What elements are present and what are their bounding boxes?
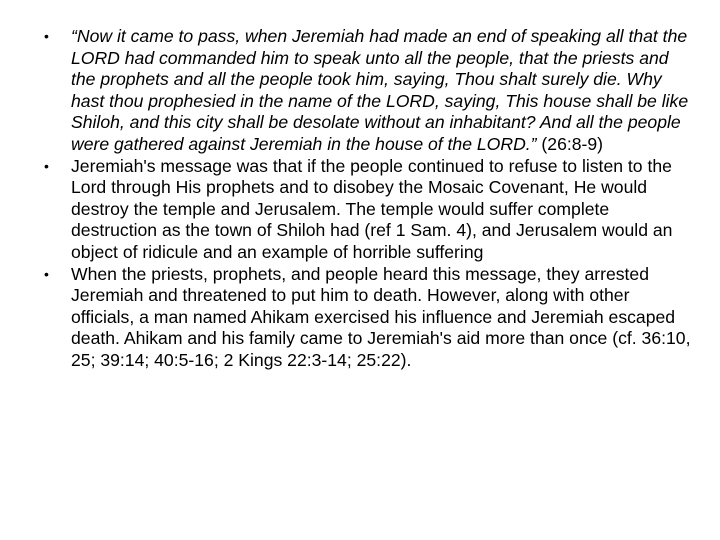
scripture-reference: (26:8-9) <box>536 133 604 154</box>
bullet-item-response <box>44 264 694 372</box>
scripture-quote: “Now it came to pass, when Jeremiah had made an end of speaking all that the LORD had commanded him to speak unto all the people, that the priests and the prophets and all the people took him, saying, Thou shalt surely die. Why hast thou prophesied in the name of the LORD, saying, This house shall be like Shiloh, and this city shall be desolate without an inhabitant? And all the people were gathered against Jeremiah in the house of the LORD.” <box>71 26 689 154</box>
bullet-item-message <box>44 156 694 264</box>
bullet-list <box>44 26 694 372</box>
bullet-text: Jeremiah's message was that if the people continued to refuse to listen to the Lord through His prophets and to disobey the Mosaic Covenant, He would destroy the temple and Jerusalem. The temple would suffer complete destruction as the town of Shiloh had (ref 1 Sam. 4), and Jerusalem would an object of ridicule and an example of horrible suffering <box>71 155 673 262</box>
bullet-icon: • <box>44 265 49 282</box>
bullet-icon: • <box>44 28 49 44</box>
bullet-text: When the priests, prophets, and people heard this message, they arrested Jeremiah and threatened to put him to death. However, along with other officials, a man named Ahikam exercised his influence and Jeremiah escaped death. Ahikam and his family came to Jeremiah's aid more than once (cf. 36:10, 25; 39:14; 40:5-16; 2 Kings 22:3-14; 25:22). <box>71 263 691 370</box>
bullet-icon: • <box>44 157 49 174</box>
bullet-item-quote <box>44 26 694 156</box>
